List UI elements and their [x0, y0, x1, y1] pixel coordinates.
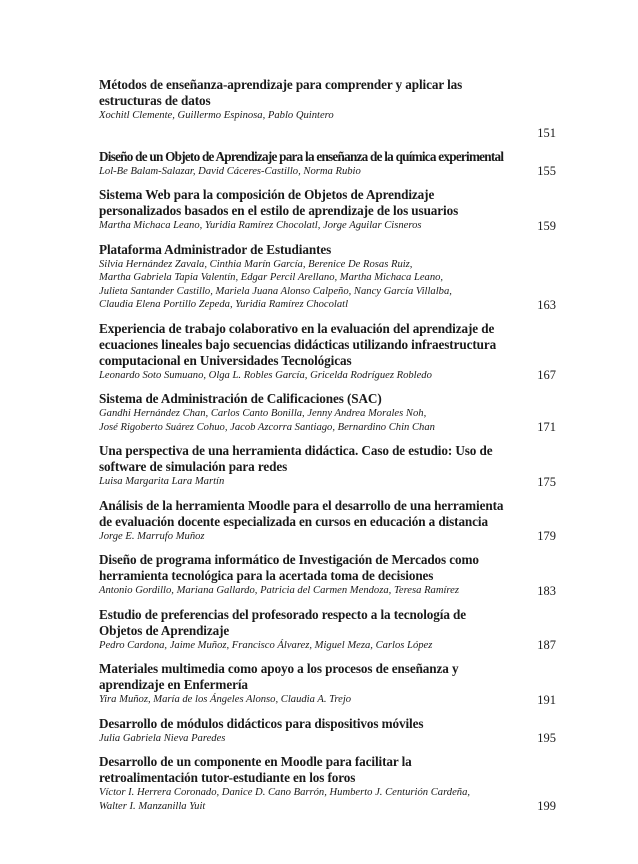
entry-title: Plataforma Administrador de Estudiantes — [99, 241, 332, 257]
entry-authors: Julia Gabriela Nieva Paredes — [99, 732, 226, 744]
entry-page-number: 183 — [537, 583, 556, 598]
entry-title: Desarrollo de módulos didácticos para dispositivos móviles — [99, 715, 424, 731]
toc-entry — [99, 149, 559, 179]
entry-authors: Xochitl Clemente, Guillermo Espinosa, Pablo Quintero — [99, 110, 334, 121]
entry-page-number: 159 — [537, 218, 556, 233]
entry-authors: Lol-Be Balam-Salazar, David Cáceres-Castillo, Norma Rubio — [99, 165, 361, 177]
toc-entry — [99, 754, 559, 813]
entry-page-number: 155 — [537, 164, 556, 178]
entry-authors: Antonio Gordillo, Mariana Gallardo, Patricia del Carmen Mendoza, Teresa Ramírez — [99, 585, 459, 596]
toc-entry — [99, 187, 559, 233]
entry-page-number: 179 — [537, 529, 556, 543]
entry-title: Diseño de programa informático de Investigación de Mercados como herramienta tecnológica para la acertada toma de decisiones — [99, 552, 479, 583]
entry-page-number: 163 — [537, 297, 556, 312]
entry-authors: Yira Muñoz, María de los Ángeles Alonso, Claudia A. Trejo — [99, 694, 352, 705]
table-of-contents — [99, 77, 559, 822]
entry-authors: José Rigoberto Suárez Cohuo, Jacob Azcorra Santiago, Bernardino Chin Chan — [99, 421, 435, 433]
entry-authors: Claudia Elena Portillo Zepeda, Yuridia Ramírez Chocolatl — [99, 299, 349, 310]
entry-page-number: 151 — [537, 125, 556, 140]
toc-entry — [99, 607, 559, 653]
entry-page-number: 191 — [537, 692, 556, 707]
entry-page-number: 175 — [537, 474, 556, 489]
entry-title: Desarrollo de un componente en Moodle para facilitar la retroalimentación tutor-estudiante en los foros — [99, 754, 412, 785]
entry-page-number: 167 — [537, 368, 556, 382]
entry-authors: Luisa Margarita Lara Martín — [99, 476, 225, 487]
entry-authors: Jorge E. Marrufo Muñoz — [99, 530, 205, 542]
entry-authors: Julieta Santander Castillo, Mariela Juana Alonso Calpeño, Nancy García Villalba, — [99, 285, 452, 297]
entry-page-number: 195 — [537, 731, 556, 745]
toc-entry — [99, 552, 559, 598]
entry-title: Métodos de enseñanza-aprendizaje para comprender y aplicar las estructuras de datos — [99, 77, 463, 108]
toc-entry — [99, 77, 559, 140]
entry-authors: Martha Michaca Leano, Yuridia Ramírez Chocolatl, Jorge Aguilar Cisneros — [99, 220, 422, 231]
entry-page-number: 187 — [537, 638, 556, 652]
entry-page-number: 199 — [537, 799, 556, 813]
toc-entry — [99, 242, 559, 312]
entry-title: Materiales multimedia como apoyo a los procesos de enseñanza y aprendizaje en Enfermería — [99, 661, 459, 692]
entry-page-number: 171 — [537, 420, 556, 434]
entry-authors: Walter I. Manzanilla Yuit — [99, 800, 206, 812]
entry-title: Una perspectiva de una herramienta didáctica. Caso de estudio: Uso de software de simulación para redes — [99, 443, 493, 474]
toc-entry — [99, 443, 559, 489]
toc-entry — [99, 321, 559, 383]
entry-title: Análisis de la herramienta Moodle para el desarrollo de una herramienta de evaluación docente especializada en cursos en educación a distancia — [99, 497, 504, 529]
toc-entry — [99, 498, 559, 544]
entry-title: Sistema Web para la composición de Objetos de Aprendizaje personalizados basados en el estilo de aprendizaje de los usuarios — [99, 187, 459, 218]
entry-authors: Víctor I. Herrera Coronado, Danice D. Cano Barrón, Humberto J. Centurión Cardeña, — [99, 787, 471, 798]
entry-title: Sistema de Administración de Calificaciones (SAC) — [99, 391, 382, 406]
toc-entry — [99, 716, 559, 746]
entry-authors: Martha Gabriela Tapia Valentín, Edgar Percil Arellano, Martha Michaca Leano, — [99, 272, 444, 283]
entry-authors: Gandhi Hernández Chan, Carlos Canto Bonilla, Jenny Andrea Morales Noh, — [99, 408, 427, 419]
entry-authors: Silvia Hernández Zavala, Cinthia Marín García, Berenice De Rosas Ruiz, — [99, 258, 413, 270]
toc-entry — [99, 661, 559, 707]
entry-title: Diseño de un Objeto de Aprendizaje para la enseñanza de la química experimental — [99, 148, 504, 164]
toc-entry — [99, 391, 559, 434]
entry-authors: Leonardo Soto Sumuano, Olga L. Robles García, Gricelda Rodríguez Robledo — [99, 369, 432, 381]
entry-title: Experiencia de trabajo colaborativo en la evaluación del aprendizaje de ecuaciones lineales bajo secuencias didácticas utilizando infraestructura computacional en Universidades Tecnológicas — [99, 320, 497, 368]
entry-authors: Pedro Cardona, Jaime Muñoz, Francisco Álvarez, Miguel Meza, Carlos López — [99, 639, 433, 651]
entry-title: Estudio de preferencias del profesorado respecto a la tecnología de Objetos de Aprendizaje — [99, 606, 467, 638]
